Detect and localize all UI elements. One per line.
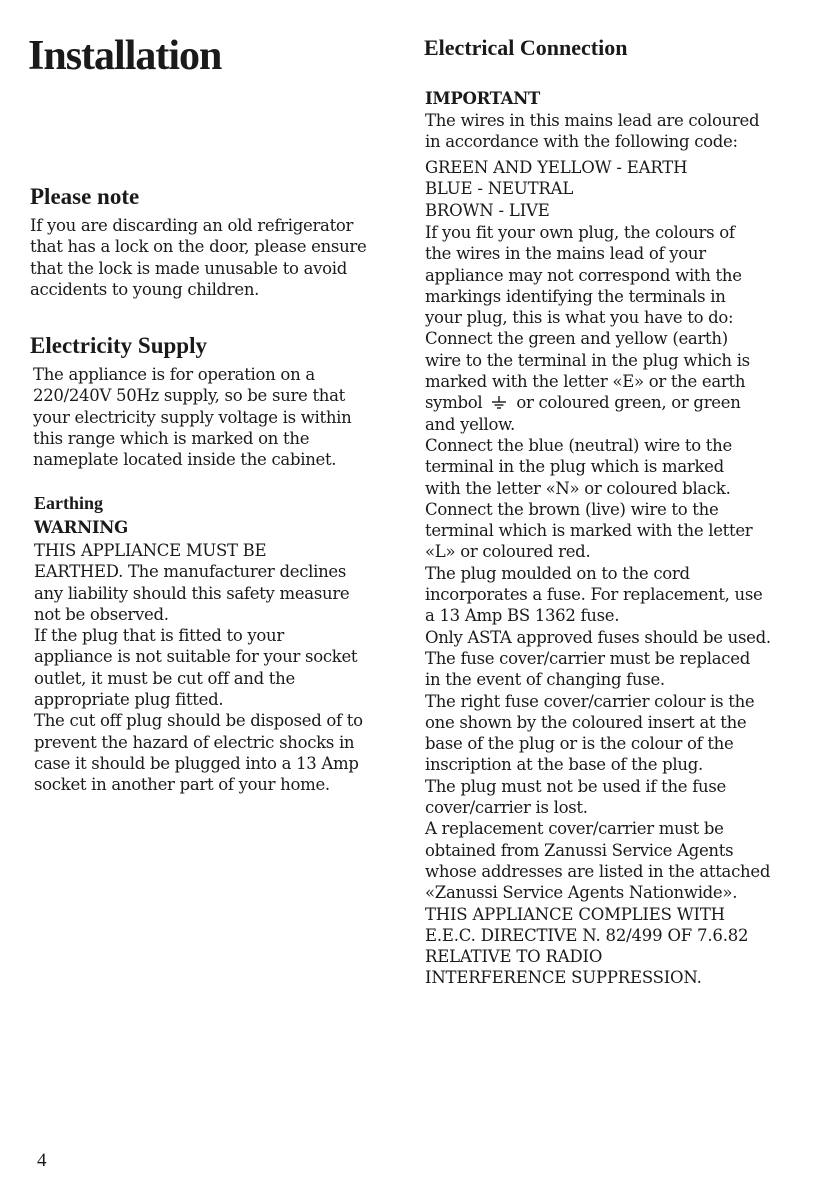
text-line: A replacement cover/carrier must be	[425, 819, 724, 839]
text-line: in the event of changing fuse.	[425, 670, 665, 690]
text-line: THIS APPLIANCE COMPLIES WITH	[425, 904, 725, 924]
text-line: your plug, this is what you have to do:	[425, 308, 734, 328]
text-line: not be observed.	[34, 604, 169, 624]
text-line: THIS APPLIANCE MUST BE	[34, 541, 267, 560]
text-line: case it should be plugged into a 13 Amp	[34, 753, 359, 773]
text-line: base of the plug or is the colour of the	[425, 734, 734, 754]
electricity-supply-text	[33, 364, 351, 470]
text-line: whose addresses are listed in the attached	[425, 861, 771, 881]
text-line: The wires in this mains lead are coloured	[425, 111, 760, 130]
electrical-connection-heading: Electrical Connection	[424, 35, 628, 60]
earth-ground-icon	[491, 396, 507, 410]
text-line: cover/carrier is lost.	[425, 798, 588, 818]
text-line: If you fit your own plug, the colours of	[425, 223, 735, 242]
text-line: The fuse cover/carrier must be replaced	[425, 648, 750, 668]
text-line: appliance is not suitable for your socket	[34, 647, 358, 667]
intro-text	[425, 110, 759, 153]
wire-code-item: BLUE - NEUTRAL	[425, 179, 574, 199]
text-line: «L» or coloured red.	[425, 542, 591, 562]
text-line: 220/240V 50Hz supply, so be sure that	[33, 386, 345, 406]
please-note-text	[30, 215, 366, 300]
text-line: Only ASTA approved fuses should be used.	[425, 627, 771, 647]
text-line: INTERFERENCE SUPPRESSION.	[425, 968, 702, 988]
text-line: and yellow.	[425, 414, 515, 434]
text-line: this range which is marked on the	[33, 428, 310, 448]
text-line: terminal which is marked with the letter	[425, 521, 753, 541]
text-line: outlet, it must be cut off and the	[34, 668, 295, 688]
wire-code-list	[425, 157, 687, 221]
text-line: If the plug that is fitted to your	[34, 626, 284, 646]
text-line: appliance may not correspond with the	[425, 265, 742, 285]
text-line: any liability should this safety measure	[34, 583, 350, 603]
earthing-heading: Earthing	[34, 493, 104, 513]
text-line: wire to the terminal in the plug which is	[425, 350, 750, 370]
text-line: Connect the blue (neutral) wire to the	[425, 435, 732, 455]
please-note-heading: Please note	[30, 184, 140, 209]
text-line: If you are discarding an old refrigerator	[30, 216, 354, 235]
symbol-word: symbol	[425, 393, 483, 413]
text-line: appropriate plug fitted.	[34, 690, 224, 710]
text-line: nameplate located inside the cabinet.	[33, 450, 337, 470]
wire-code-item: BROWN - LIVE	[425, 200, 550, 220]
text-line: obtained from Zanussi Service Agents	[425, 840, 734, 860]
plug-instructions-text	[425, 222, 771, 989]
text-line: The plug moulded on to the cord	[425, 563, 690, 583]
symbol-line	[425, 392, 771, 413]
text-line: RELATIVE TO RADIO	[425, 947, 603, 967]
text-line: «Zanussi Service Agents Nationwide».	[425, 883, 738, 903]
text-line: socket in another part of your home.	[34, 775, 330, 795]
page-title: Installation	[28, 33, 222, 79]
text-line: The cut off plug should be disposed of to	[34, 711, 363, 731]
page-number: 4	[37, 1150, 47, 1171]
electricity-supply-heading: Electricity Supply	[30, 333, 207, 358]
text-line: Connect the green and yellow (earth)	[425, 329, 728, 349]
text-line: inscription at the base of the plug.	[425, 755, 703, 775]
text-line: one shown by the coloured insert at the	[425, 712, 747, 732]
text-line: accidents to young children.	[30, 279, 260, 299]
text-line: that has a lock on the door, please ensure	[30, 237, 367, 257]
text-line: E.E.C. DIRECTIVE N. 82/499 OF 7.6.82	[425, 925, 749, 945]
earthing-text	[34, 540, 363, 796]
wire-code-item: GREEN AND YELLOW - EARTH	[425, 158, 688, 177]
text-line: your electricity supply voltage is within	[33, 407, 352, 427]
text-line: The right fuse cover/carrier colour is the	[425, 691, 755, 711]
text-line: the wires in the mains lead of your	[425, 244, 706, 264]
text-line: with the letter «N» or coloured black.	[425, 478, 731, 498]
text-line: EARTHED. The manufacturer declines	[34, 562, 347, 582]
warning-label: WARNING	[34, 518, 128, 537]
important-label: IMPORTANT	[425, 89, 541, 108]
text-line: that the lock is made unusable to avoid	[30, 258, 348, 278]
text-line: terminal in the plug which is marked	[425, 457, 724, 477]
text-line: The appliance is for operation on a	[33, 365, 315, 384]
text-line: Connect the brown (live) wire to the	[425, 499, 719, 519]
text-line: incorporates a fuse. For replacement, use	[425, 585, 763, 605]
text-line: in accordance with the following code:	[425, 132, 738, 152]
symbol-line-rest: or coloured green, or green	[516, 393, 741, 413]
text-line: The plug must not be used if the fuse	[425, 776, 726, 796]
text-line: prevent the hazard of electric shocks in	[34, 732, 355, 752]
text-line: marked with the letter «E» or the earth	[425, 372, 746, 392]
text-line: a 13 Amp BS 1362 fuse.	[425, 606, 620, 626]
text-line: markings identifying the terminals in	[425, 286, 726, 306]
